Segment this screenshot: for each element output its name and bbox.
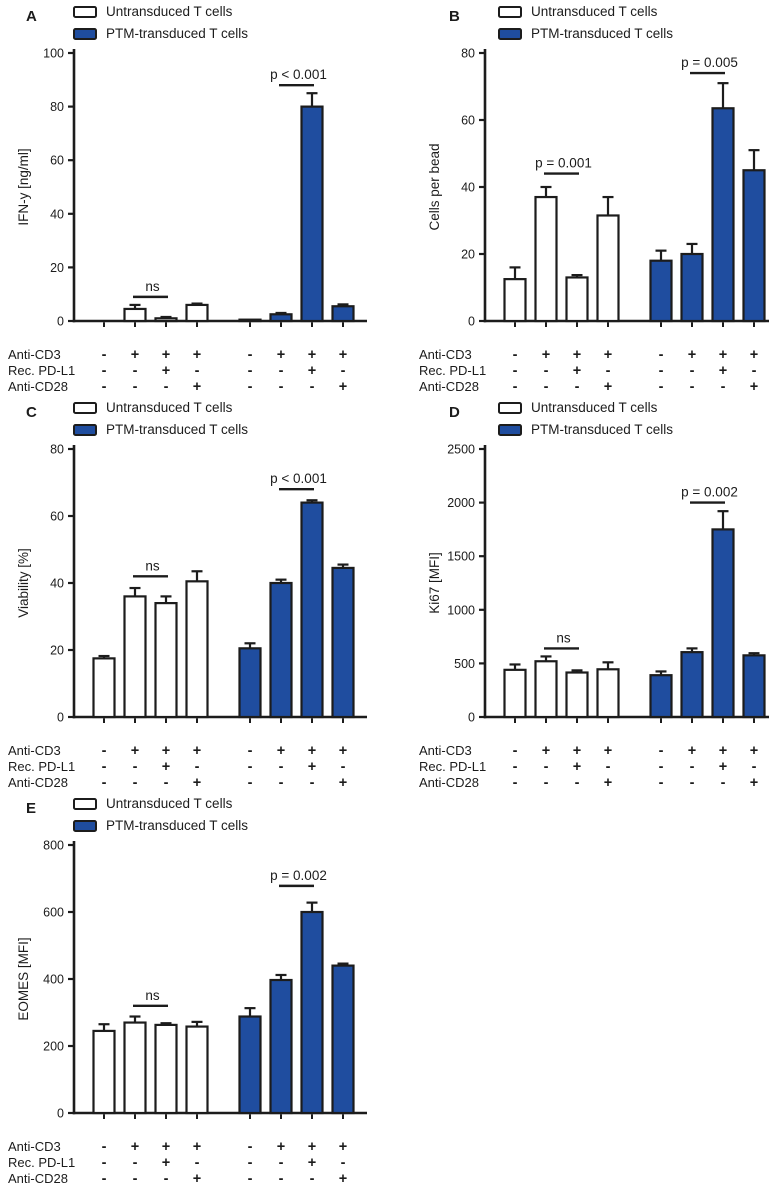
bar-ptm: [302, 503, 323, 717]
treatment-value: -: [101, 363, 107, 379]
legend-swatch-untransduced-icon: [73, 798, 97, 810]
bar-untransduced: [505, 670, 526, 717]
legend: [73, 794, 385, 836]
treatment-value: +: [749, 775, 759, 791]
y-tick-label: 40: [461, 180, 475, 195]
chart-panel-d: [385, 396, 769, 792]
legend-label-untransduced: Untransduced T cells: [106, 796, 233, 811]
treatment-value: +: [161, 363, 171, 379]
treatment-value: +: [307, 347, 317, 363]
y-tick-label: 500: [454, 656, 475, 671]
treatment-value: -: [658, 743, 664, 759]
legend-label-ptm: PTM-transduced T cells: [106, 422, 249, 437]
legend-label-untransduced: Untransduced T cells: [106, 400, 233, 415]
y-tick-label: 2500: [447, 442, 475, 457]
legend-label-ptm: PTM-transduced T cells: [531, 26, 674, 41]
legend-label-untransduced: Untransduced T cells: [531, 400, 658, 415]
y-tick-label: 0: [57, 710, 64, 725]
bar-ptm: [302, 107, 323, 321]
treatment-value: +: [161, 759, 171, 775]
treatment-value: +: [687, 347, 697, 363]
treatment-row-label: Anti-CD3: [419, 743, 472, 758]
treatment-value: -: [340, 363, 346, 379]
treatment-value: -: [340, 1155, 346, 1171]
y-tick-label: 80: [50, 100, 64, 115]
treatment-value: -: [751, 759, 757, 775]
y-tick-label: 1500: [447, 549, 475, 564]
legend-label-ptm: PTM-transduced T cells: [106, 818, 249, 833]
legend-swatch-untransduced-icon: [498, 402, 522, 414]
treatment-value: +: [338, 1171, 348, 1184]
treatment-row-label: Rec. PD-L1: [419, 363, 487, 378]
legend-label-untransduced: Untransduced T cells: [531, 4, 658, 19]
bar-untransduced: [125, 309, 146, 321]
bar-ptm: [240, 320, 261, 321]
chart-svg: [0, 45, 385, 396]
bar-chart-c: [0, 441, 385, 792]
y-axis-label: Cells per bead: [427, 143, 442, 231]
legend-item-untransduced: [73, 2, 385, 21]
treatment-row-label: Anti-CD3: [8, 347, 61, 362]
bar-chart-e: [0, 837, 385, 1184]
treatment-value: +: [276, 743, 286, 759]
chart-panel-e: [0, 792, 385, 1184]
legend-item-untransduced: [498, 398, 769, 417]
treatment-value: +: [718, 347, 728, 363]
legend-swatch-ptm-icon: [73, 820, 97, 832]
treatment-value: +: [276, 347, 286, 363]
bar-chart-b: [385, 45, 769, 396]
bar-untransduced: [125, 596, 146, 717]
legend-label-ptm: PTM-transduced T cells: [106, 26, 249, 41]
treatment-value: -: [101, 379, 107, 395]
y-tick-label: 800: [43, 838, 64, 853]
treatment-value: +: [338, 775, 348, 791]
legend-swatch-ptm-icon: [498, 424, 522, 436]
treatment-value: +: [749, 379, 759, 395]
treatment-value: -: [101, 347, 107, 363]
treatment-value: +: [307, 743, 317, 759]
treatment-value: -: [689, 363, 695, 379]
treatment-value: -: [658, 775, 664, 791]
treatment-value: +: [338, 379, 348, 395]
bar-chart-a: [0, 45, 385, 396]
treatment-value: +: [572, 347, 582, 363]
treatment-value: -: [194, 1155, 200, 1171]
legend-item-ptm: [498, 24, 769, 43]
bar-untransduced: [187, 1027, 208, 1113]
y-tick-label: 0: [468, 710, 475, 725]
treatment-value: -: [658, 759, 664, 775]
treatment-value: +: [603, 775, 613, 791]
treatment-value: -: [247, 347, 253, 363]
treatment-value: -: [247, 775, 253, 791]
y-tick-label: 0: [57, 314, 64, 329]
y-axis-label: Ki67 [MFI]: [427, 552, 442, 614]
bar-untransduced: [94, 658, 115, 717]
bar-ptm: [651, 675, 672, 717]
legend-item-ptm: [498, 420, 769, 439]
y-axis-label: IFN-y [ng/ml]: [16, 148, 31, 226]
y-tick-label: 60: [461, 113, 475, 128]
treatment-value: -: [247, 1139, 253, 1155]
legend-item-untransduced: [73, 398, 385, 417]
treatment-row-label: Anti-CD28: [8, 379, 68, 394]
legend-swatch-ptm-icon: [498, 28, 522, 40]
bar-ptm: [682, 254, 703, 321]
y-tick-label: 2000: [447, 496, 475, 511]
bar-untransduced: [156, 603, 177, 717]
treatment-value: -: [132, 363, 138, 379]
treatment-value: -: [543, 759, 549, 775]
treatment-value: -: [247, 1155, 253, 1171]
chart-panel-c: [0, 396, 385, 792]
bar-ptm: [333, 966, 354, 1113]
y-tick-label: 100: [43, 46, 64, 61]
bar-ptm: [271, 314, 292, 321]
y-tick-label: 20: [50, 643, 64, 658]
y-tick-label: 20: [461, 247, 475, 262]
empty-cell: [385, 792, 769, 1184]
chart-panel-b: [385, 0, 769, 396]
treatment-value: -: [132, 759, 138, 775]
treatment-value: -: [278, 759, 284, 775]
treatment-value: -: [163, 379, 169, 395]
treatment-value: +: [603, 347, 613, 363]
y-tick-label: 1000: [447, 603, 475, 618]
panel-letter: E: [26, 800, 37, 817]
treatment-value: -: [512, 363, 518, 379]
treatment-value: +: [541, 347, 551, 363]
treatment-value: +: [307, 363, 317, 379]
treatment-value: +: [307, 759, 317, 775]
treatment-value: +: [572, 363, 582, 379]
treatment-value: -: [543, 379, 549, 395]
treatment-row-label: Anti-CD3: [419, 347, 472, 362]
bar-untransduced: [598, 669, 619, 717]
treatment-row-label: Rec. PD-L1: [8, 363, 76, 378]
chart-svg: [0, 441, 385, 792]
treatment-value: +: [130, 347, 140, 363]
treatment-value: -: [658, 347, 664, 363]
treatment-value: +: [718, 759, 728, 775]
treatment-value: +: [541, 743, 551, 759]
treatment-value: -: [574, 379, 580, 395]
treatment-value: +: [338, 1139, 348, 1155]
significance-label: p = 0.002: [681, 484, 738, 500]
treatment-row-label: Anti-CD3: [8, 743, 61, 758]
bar-untransduced: [156, 1025, 177, 1113]
treatment-value: -: [512, 379, 518, 395]
treatment-row-label: Anti-CD28: [8, 775, 68, 790]
significance-label: ns: [145, 987, 160, 1003]
y-tick-label: 600: [43, 905, 64, 920]
significance-label: ns: [145, 558, 160, 574]
bar-ptm: [651, 261, 672, 321]
panel-letter: D: [449, 404, 461, 421]
legend: [73, 398, 385, 440]
treatment-value: -: [132, 379, 138, 395]
treatment-value: +: [307, 1155, 317, 1171]
y-tick-label: 60: [50, 509, 64, 524]
treatment-value: -: [247, 363, 253, 379]
treatment-value: -: [543, 775, 549, 791]
legend-swatch-untransduced-icon: [73, 6, 97, 18]
treatment-value: -: [278, 775, 284, 791]
treatment-value: +: [603, 379, 613, 395]
treatment-value: +: [603, 743, 613, 759]
treatment-value: -: [194, 759, 200, 775]
treatment-value: -: [132, 1171, 138, 1184]
treatment-value: -: [309, 1171, 315, 1184]
y-tick-label: 400: [43, 972, 64, 987]
treatment-value: -: [309, 775, 315, 791]
bar-untransduced: [187, 581, 208, 717]
treatment-value: +: [161, 743, 171, 759]
bar-untransduced: [505, 279, 526, 321]
bar-ptm: [271, 583, 292, 717]
y-tick-label: 40: [50, 207, 64, 222]
treatment-value: -: [247, 759, 253, 775]
legend-label-untransduced: Untransduced T cells: [106, 4, 233, 19]
legend-swatch-ptm-icon: [73, 28, 97, 40]
treatment-value: -: [340, 759, 346, 775]
panel-letter: C: [26, 404, 38, 421]
treatment-row-label: Rec. PD-L1: [8, 759, 76, 774]
treatment-value: -: [720, 379, 726, 395]
legend: [498, 398, 769, 440]
bar-untransduced: [187, 305, 208, 321]
legend: [73, 2, 385, 44]
treatment-value: +: [192, 1171, 202, 1184]
treatment-value: -: [247, 743, 253, 759]
treatment-row-label: Rec. PD-L1: [419, 759, 487, 774]
bar-untransduced: [156, 318, 177, 321]
y-tick-label: 40: [50, 576, 64, 591]
treatment-value: -: [278, 379, 284, 395]
treatment-value: -: [689, 379, 695, 395]
y-tick-label: 80: [50, 442, 64, 457]
treatment-value: +: [749, 347, 759, 363]
treatment-value: -: [689, 759, 695, 775]
treatment-value: +: [749, 743, 759, 759]
treatment-value: +: [192, 743, 202, 759]
treatment-value: -: [194, 363, 200, 379]
chart-svg: [385, 45, 769, 396]
treatment-value: -: [512, 743, 518, 759]
bar-untransduced: [536, 197, 557, 321]
treatment-row-label: Anti-CD28: [8, 1171, 68, 1184]
treatment-value: +: [161, 1155, 171, 1171]
bar-ptm: [240, 1017, 261, 1113]
legend-label-ptm: PTM-transduced T cells: [531, 422, 674, 437]
treatment-value: +: [687, 743, 697, 759]
treatment-value: +: [338, 347, 348, 363]
treatment-value: -: [574, 775, 580, 791]
treatment-value: -: [163, 1171, 169, 1184]
treatment-value: +: [161, 347, 171, 363]
treatment-value: +: [572, 759, 582, 775]
bar-untransduced: [536, 661, 557, 717]
legend: [498, 2, 769, 44]
legend-swatch-untransduced-icon: [73, 402, 97, 414]
y-tick-label: 200: [43, 1039, 64, 1054]
treatment-row-label: Anti-CD3: [8, 1139, 61, 1154]
bar-ptm: [302, 912, 323, 1113]
chart-svg: [0, 837, 385, 1184]
treatment-value: -: [605, 363, 611, 379]
y-tick-label: 80: [461, 46, 475, 61]
y-axis-label: Viability [%]: [16, 548, 31, 618]
y-axis-label: EOMES [MFI]: [16, 937, 31, 1021]
legend-item-ptm: [73, 420, 385, 439]
legend-swatch-ptm-icon: [73, 424, 97, 436]
legend-item-untransduced: [73, 794, 385, 813]
bar-ptm: [240, 648, 261, 717]
treatment-value: -: [543, 363, 549, 379]
legend-swatch-untransduced-icon: [498, 6, 522, 18]
treatment-value: -: [720, 775, 726, 791]
significance-label: p < 0.001: [270, 67, 327, 83]
y-tick-label: 20: [50, 260, 64, 275]
treatment-value: -: [101, 1171, 107, 1184]
treatment-value: -: [101, 759, 107, 775]
treatment-value: -: [751, 363, 757, 379]
significance-label: p = 0.002: [270, 867, 327, 883]
significance-label: p = 0.005: [681, 55, 738, 71]
panel-letter: B: [449, 8, 461, 25]
treatment-value: -: [512, 759, 518, 775]
treatment-value: +: [192, 775, 202, 791]
treatment-value: -: [658, 379, 664, 395]
significance-label: ns: [556, 630, 571, 646]
treatment-value: -: [101, 743, 107, 759]
treatment-value: +: [161, 1139, 171, 1155]
panel-letter: A: [26, 8, 38, 25]
y-tick-label: 0: [468, 314, 475, 329]
significance-label: ns: [145, 278, 160, 294]
treatment-value: -: [278, 1155, 284, 1171]
treatment-value: +: [718, 363, 728, 379]
legend-item-ptm: [73, 24, 385, 43]
bar-untransduced: [598, 215, 619, 321]
treatment-row-label: Anti-CD28: [419, 379, 479, 394]
treatment-value: +: [307, 1139, 317, 1155]
treatment-value: +: [130, 743, 140, 759]
bar-ptm: [333, 568, 354, 717]
treatment-row-label: Rec. PD-L1: [8, 1155, 76, 1170]
treatment-value: -: [309, 379, 315, 395]
treatment-value: -: [132, 775, 138, 791]
bar-untransduced: [567, 673, 588, 717]
treatment-value: -: [689, 775, 695, 791]
bar-chart-d: [385, 441, 769, 792]
treatment-value: -: [101, 1155, 107, 1171]
bar-ptm: [713, 108, 734, 321]
treatment-value: -: [163, 775, 169, 791]
significance-label: p < 0.001: [270, 471, 327, 487]
legend-item-untransduced: [498, 2, 769, 21]
treatment-value: +: [572, 743, 582, 759]
bar-untransduced: [567, 277, 588, 321]
treatment-value: -: [512, 347, 518, 363]
significance-label: p = 0.001: [535, 155, 592, 171]
treatment-value: -: [247, 379, 253, 395]
bar-ptm: [713, 529, 734, 717]
treatment-value: -: [101, 775, 107, 791]
chart-svg: [385, 441, 769, 792]
treatment-value: -: [132, 1155, 138, 1171]
bar-ptm: [744, 655, 765, 717]
treatment-value: -: [605, 759, 611, 775]
treatment-value: -: [247, 1171, 253, 1184]
chart-panel-a: [0, 0, 385, 396]
bar-ptm: [333, 306, 354, 321]
treatment-value: +: [192, 1139, 202, 1155]
treatment-value: +: [192, 347, 202, 363]
legend-item-ptm: [73, 816, 385, 835]
treatment-value: -: [278, 1171, 284, 1184]
treatment-value: -: [512, 775, 518, 791]
bar-ptm: [682, 652, 703, 717]
y-tick-label: 60: [50, 153, 64, 168]
treatment-value: -: [658, 363, 664, 379]
y-tick-label: 0: [57, 1106, 64, 1121]
treatment-value: -: [278, 363, 284, 379]
bar-untransduced: [94, 1031, 115, 1113]
treatment-value: +: [718, 743, 728, 759]
treatment-value: -: [101, 1139, 107, 1155]
treatment-value: +: [192, 379, 202, 395]
treatment-value: +: [130, 1139, 140, 1155]
treatment-value: +: [338, 743, 348, 759]
treatment-row-label: Anti-CD28: [419, 775, 479, 790]
bar-ptm: [271, 980, 292, 1113]
bar-ptm: [744, 170, 765, 321]
treatment-value: +: [276, 1139, 286, 1155]
bar-untransduced: [125, 1023, 146, 1113]
